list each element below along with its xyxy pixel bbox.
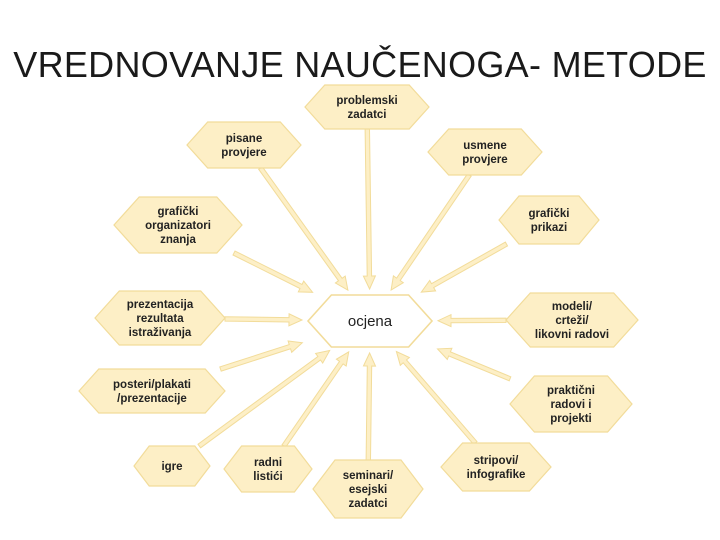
node-label-igre <box>161 461 182 473</box>
arrow-prakticni-radovi-projekti-to-ocjena <box>438 348 511 381</box>
arrow-seminari-esejski-zadatci-to-ocjena <box>364 353 376 460</box>
method-node-posteri-plakati-prezentacije <box>79 369 225 413</box>
node-label-line: pisane <box>225 133 263 145</box>
node-label-line: praktični <box>547 385 595 397</box>
method-node-graficki-prikazi <box>499 196 599 244</box>
node-shape-radni-listici <box>224 446 312 492</box>
node-label-line: projekti <box>550 413 592 425</box>
method-node-graficki-organizatori-znanja <box>114 197 242 253</box>
method-node-radni-listici <box>224 446 312 492</box>
node-label-line: stripovi/ <box>473 455 519 467</box>
node-label-line: zadatci <box>348 498 388 510</box>
node-label-line: crteži/ <box>555 315 589 327</box>
node-label-prakticni-radovi-projekti <box>547 385 595 425</box>
node-label-line: zadatci <box>347 109 387 121</box>
node-shape-usmene-provjere <box>428 129 542 175</box>
node-label-line: igre <box>161 461 183 473</box>
node-label-line: problemski <box>336 95 398 107</box>
method-node-modeli-crtezi-likovni-radovi <box>506 293 638 347</box>
node-shape-posteri-plakati-prezentacije <box>79 369 225 413</box>
method-node-igre <box>134 446 210 486</box>
arrow-posteri-plakati-prezentacije-to-ocjena <box>220 341 302 371</box>
node-label-line: rezultata <box>136 313 184 325</box>
node-shape-problemski-zadatci <box>305 85 429 129</box>
node-label-line: znanja <box>160 234 196 246</box>
node-shape-graficki-prikazi <box>499 196 599 244</box>
node-label-line: ocjena <box>347 313 393 330</box>
node-label-line: provjere <box>221 147 267 159</box>
node-label-line: grafički <box>528 208 570 220</box>
arrow-graficki-prikazi-to-ocjena <box>421 242 507 292</box>
arrow-graficki-organizatori-znanja-to-ocjena <box>233 251 313 292</box>
node-label-line: radovi i <box>550 399 592 411</box>
node-label-line: usmene <box>463 140 507 152</box>
slide-title: VREDNOVANJE NAUČENOGA- METODE <box>13 44 707 85</box>
method-node-pisane-provjere <box>187 122 301 168</box>
method-node-problemski-zadatci <box>305 85 429 129</box>
arrow-prezentacija-rezultata-istrazivanja-to-ocjena <box>225 314 302 326</box>
node-label-line: infografike <box>466 469 526 481</box>
arrow-modeli-crtezi-likovni-radovi-to-ocjena <box>438 315 506 327</box>
node-label-line: provjere <box>462 154 508 166</box>
arrow-stripovi-infografike-to-ocjena <box>396 352 477 445</box>
node-label-line: esejski <box>348 484 388 496</box>
method-node-seminari-esejski-zadatci <box>313 460 423 518</box>
nodes-layer <box>79 85 638 518</box>
node-label-line: /prezentacije <box>117 393 187 405</box>
method-node-prezentacija-rezultata-istrazivanja <box>95 291 225 345</box>
node-label-line: istraživanja <box>128 327 192 339</box>
node-label-line: seminari/ <box>342 470 394 482</box>
node-shape-stripovi-infografike <box>441 443 551 491</box>
node-label-line: grafički <box>157 206 199 218</box>
node-label-line: listići <box>253 471 283 483</box>
center-node-ocjena <box>308 295 432 347</box>
node-label-line: posteri/plakati <box>113 379 191 391</box>
arrow-problemski-zadatci-to-ocjena <box>363 129 375 289</box>
node-label-line: modeli/ <box>551 301 593 313</box>
node-label-line: organizatori <box>145 220 211 232</box>
arrow-radni-listici-to-ocjena <box>282 352 349 447</box>
node-shape-pisane-provjere <box>187 122 301 168</box>
node-label-seminari-esejski-zadatci <box>343 470 394 510</box>
node-label-line: prikazi <box>530 222 568 234</box>
node-label-line: prezentacija <box>126 299 194 311</box>
method-node-stripovi-infografike <box>441 443 551 491</box>
method-node-prakticni-radovi-projekti <box>510 376 632 432</box>
node-label-line: radni <box>253 457 283 469</box>
method-node-usmene-provjere <box>428 129 542 175</box>
node-label-line: likovni radovi <box>534 329 610 341</box>
node-label-ocjena <box>348 313 393 330</box>
